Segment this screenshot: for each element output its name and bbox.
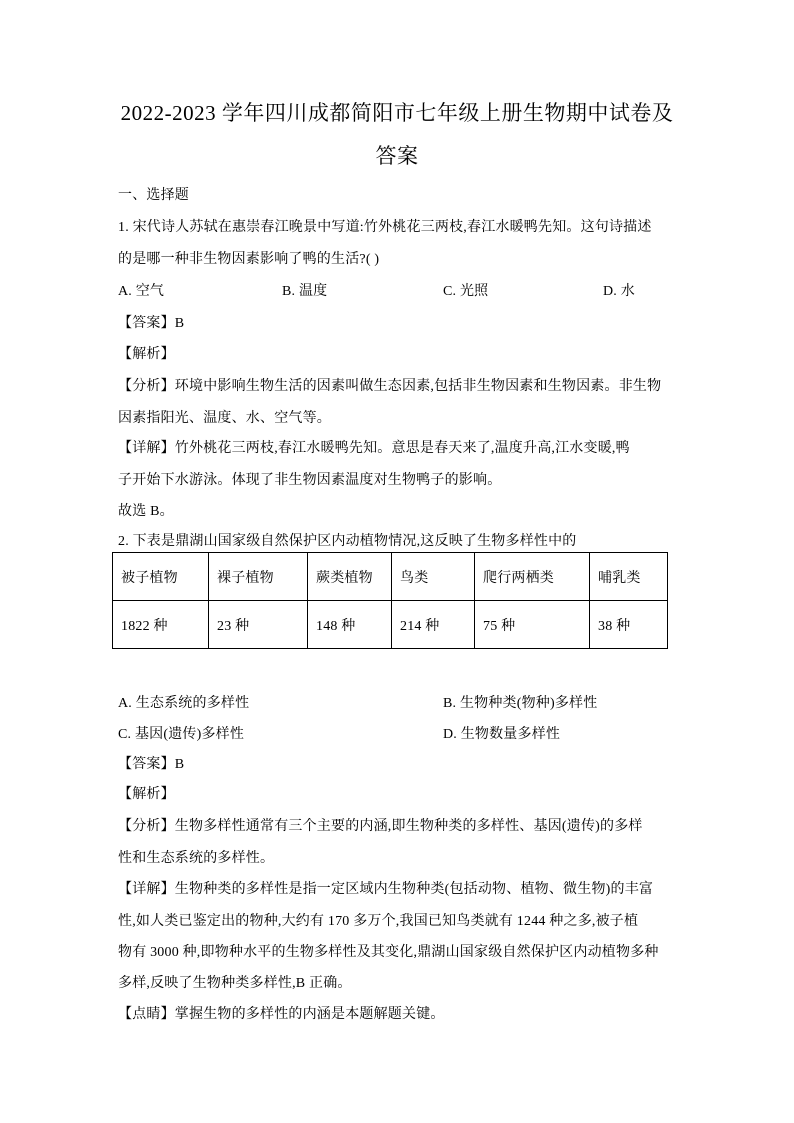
q2-xiangjie-line-4: 多样,反映了生物种类多样性,B 正确。 [118,976,352,991]
q1-analysis-label: 【解析】 [118,347,175,362]
document-title-line-1: 2022-2023 学年四川成都简阳市七年级上册生物期中试卷及 [120,101,674,125]
q2-option-b: B. 生物种类(物种)多样性 [443,696,598,711]
q2-xiangjie-line-2: 性,如人类已鉴定出的物种,大约有 170 多万个,我国已知鸟类就有 1244 种之多,被子植 [118,914,639,929]
species-diversity-table [112,552,668,649]
table-header-cell: 被子植物 [113,553,209,601]
q1-option-b: B. 温度 [282,284,328,299]
table-value-row [113,601,668,649]
q1-xiangjie-line-2: 子开始下水游泳。体现了非生物因素温度对生物鸭子的影响。 [118,473,502,488]
table-header-cell: 裸子植物 [209,553,308,601]
q2-fenxi-line-1: 【分析】生物多样性通常有三个主要的内涵,即生物种类的多样性、基因(遗传)的多样 [118,819,643,834]
q2-stem: 2. 下表是鼎湖山国家级自然保护区内动植物情况,这反映了生物多样性中的 [118,534,577,549]
q2-option-d: D. 生物数量多样性 [443,727,561,742]
table-header-row [113,553,668,601]
q2-fenxi-line-2: 性和生态系统的多样性。 [118,851,275,866]
table-header-cell: 哺乳类 [590,553,668,601]
table-header-cell: 蕨类植物 [308,553,392,601]
q1-option-c: C. 光照 [443,284,489,299]
table-value-cell: 23 种 [209,601,308,649]
table-value-cell: 1822 种 [113,601,209,649]
table-header-cell: 爬行两栖类 [475,553,590,601]
q1-fenxi-line-1: 【分析】环境中影响生物生活的因素叫做生态因素,包括非生物因素和生物因素。非生物 [118,379,662,394]
q1-xiangjie-line-1: 【详解】竹外桃花三两枝,春江水暖鸭先知。意思是春天来了,温度升高,江水变暖,鸭 [118,441,630,456]
table-header-cell: 鸟类 [392,553,475,601]
q1-conclusion: 故选 B。 [118,504,174,519]
q1-fenxi-line-2: 因素指阳光、温度、水、空气等。 [118,411,331,426]
q2-analysis-label: 【解析】 [118,787,175,802]
table-value-cell: 75 种 [475,601,590,649]
q2-answer: 【答案】B [118,757,185,772]
section-heading: 一、选择题 [118,188,189,203]
table-value-cell: 214 种 [392,601,475,649]
q1-stem-line-2: 的是哪一种非生物因素影响了鸭的生活?( ) [118,252,380,267]
table-value-cell: 38 种 [590,601,668,649]
q1-option-a: A. 空气 [118,284,165,299]
q1-stem-line-1: 1. 宋代诗人苏轼在惠崇春江晚景中写道:竹外桃花三两枝,春江水暖鸭先知。这句诗描述 [118,220,652,235]
q2-option-a: A. 生态系统的多样性 [118,696,250,711]
document-title-line-2: 答案 [375,144,419,168]
q2-xiangjie-line-1: 【详解】生物种类的多样性是指一定区域内生物种类(包括动物、植物、微生物)的丰富 [118,882,654,897]
q1-answer: 【答案】B [118,316,185,331]
q2-option-c: C. 基因(遗传)多样性 [118,727,245,742]
q2-xiangjie-line-3: 物有 3000 种,即物种水平的生物多样性及其变化,鼎湖山国家级自然保护区内动植物多种 [118,945,659,960]
q1-option-d: D. 水 [603,284,635,299]
q2-dianjing: 【点睛】掌握生物的多样性的内涵是本题解题关键。 [118,1007,445,1022]
table-value-cell: 148 种 [308,601,392,649]
